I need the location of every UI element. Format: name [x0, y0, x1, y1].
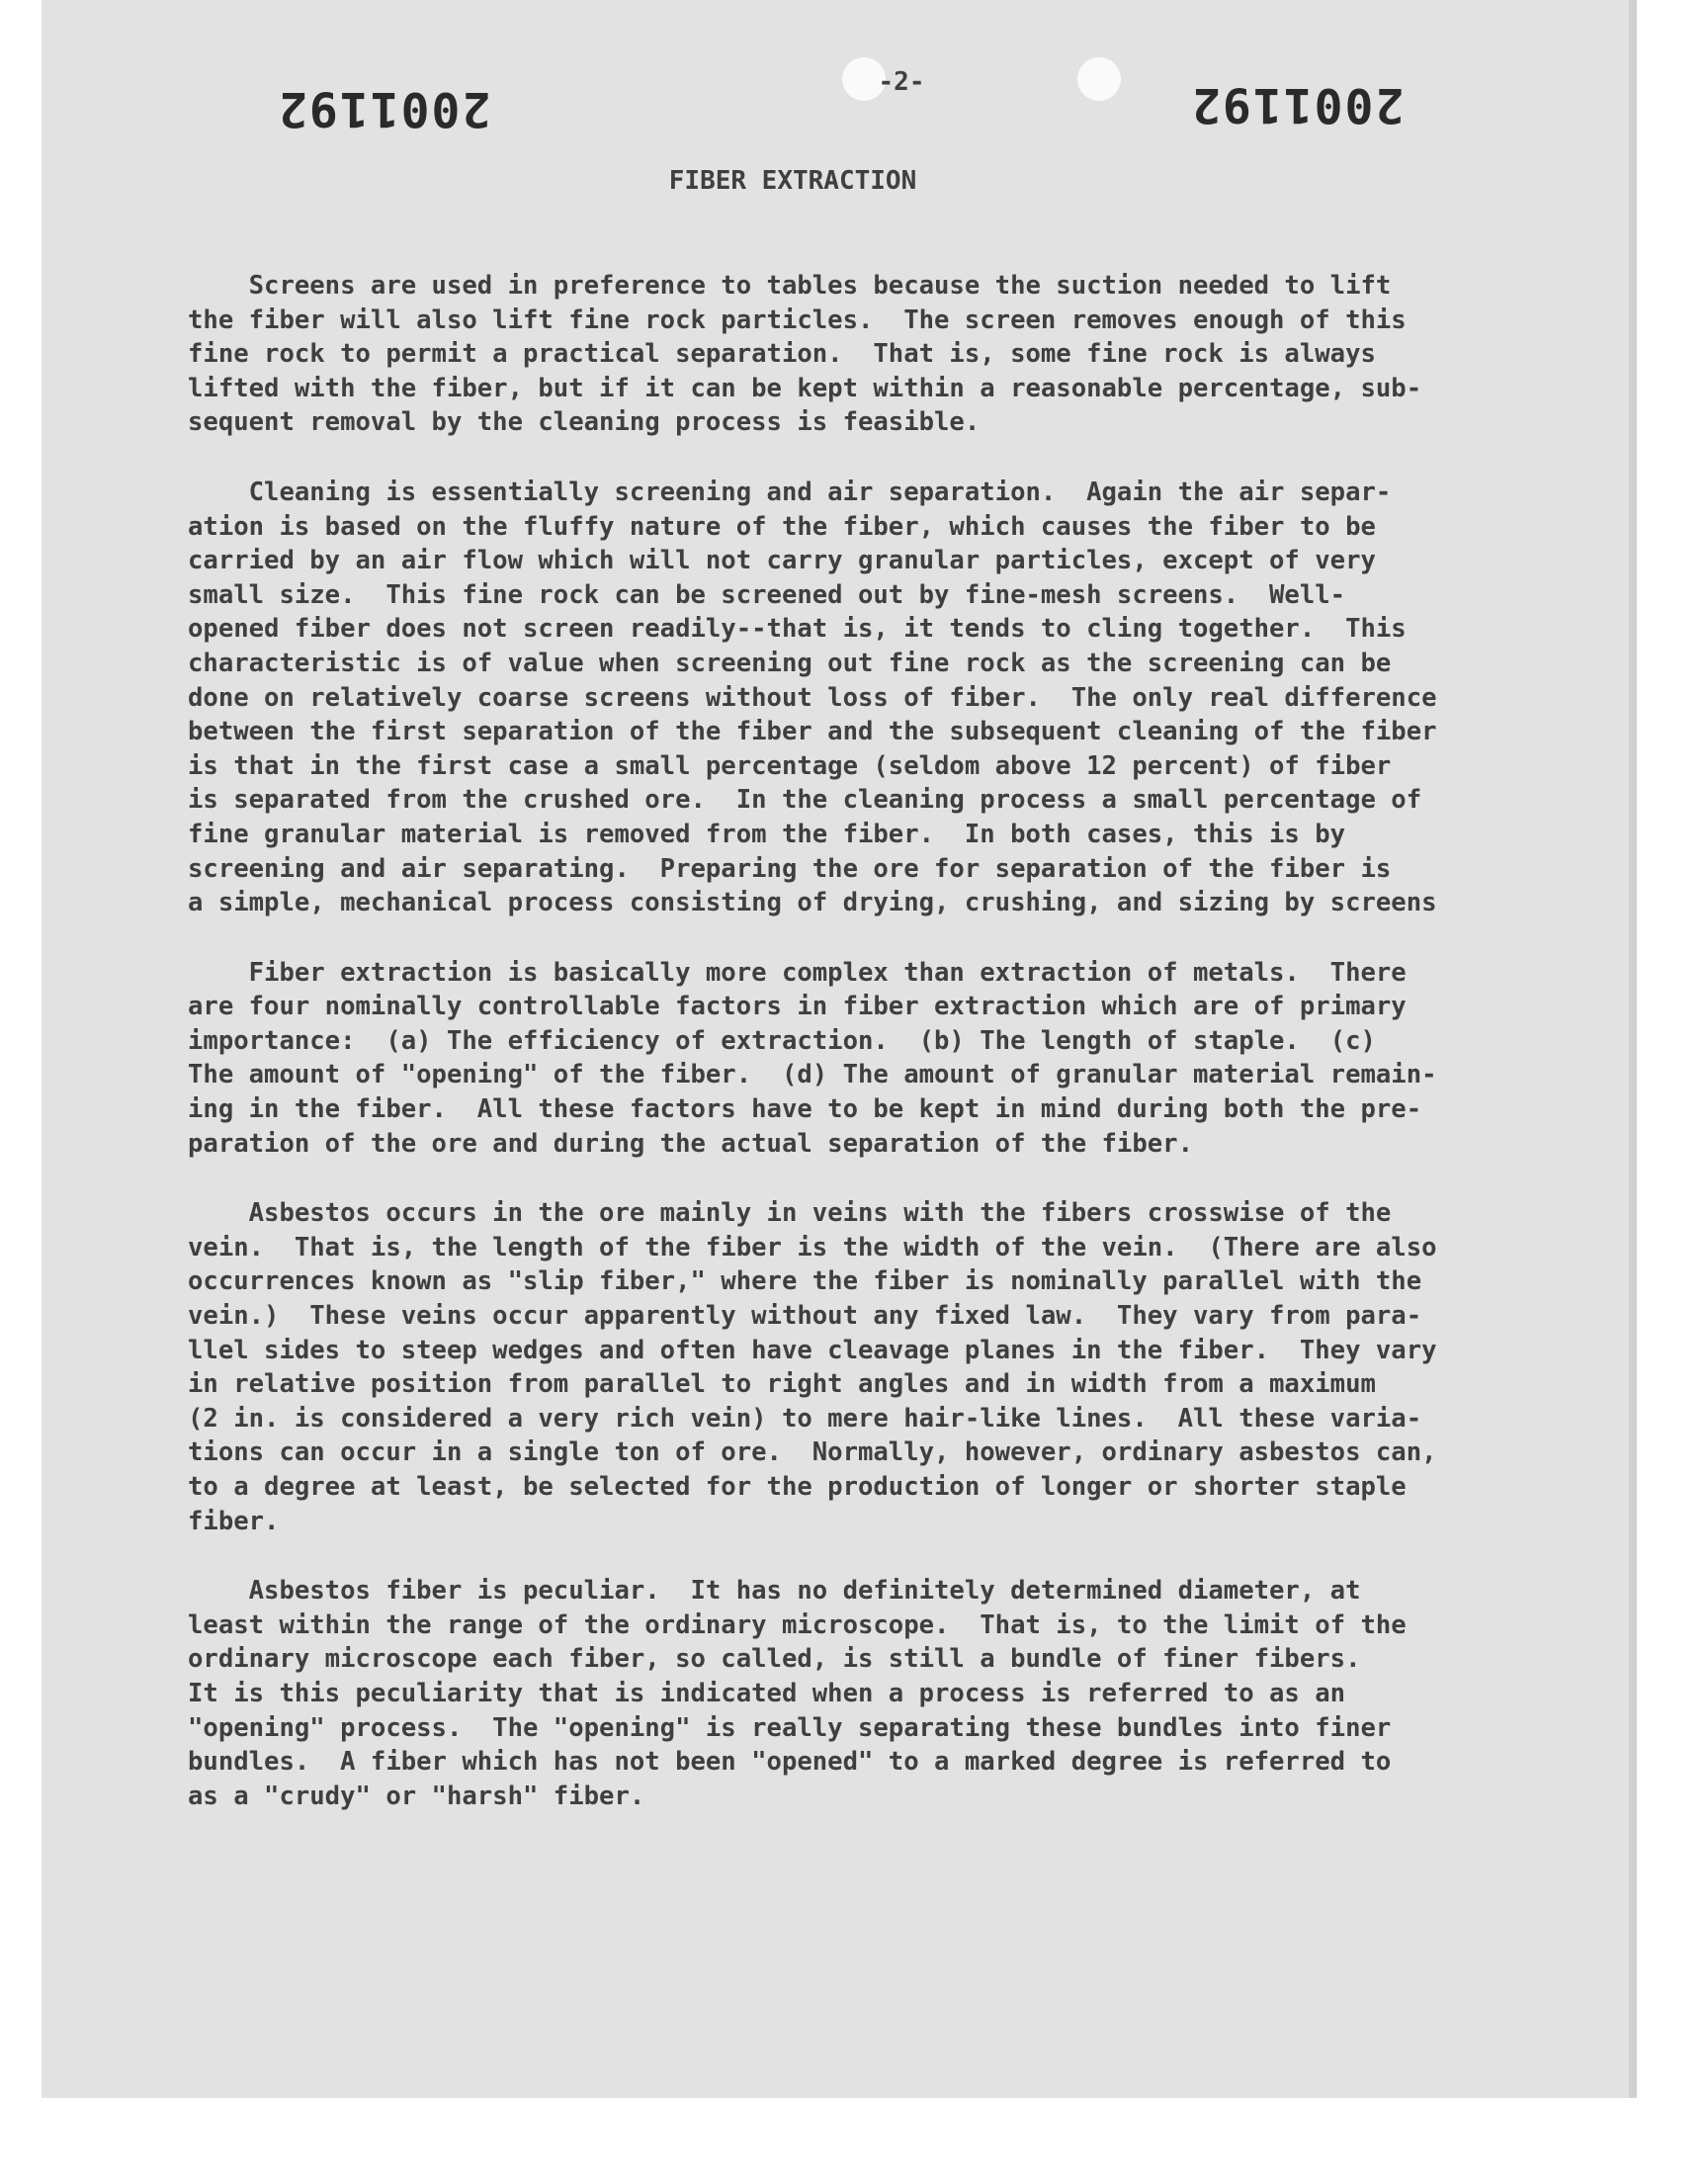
text-line: The amount of "opening" of the fiber. (d) The amount of granular material remain- [188, 1060, 1437, 1090]
text-line: a simple, mechanical process consisting of drying, crushing, and sizing by screens [188, 888, 1437, 918]
text-line: between the first separation of the fiber and the subsequent cleaning of the fiber [188, 717, 1437, 747]
paragraph-screens [188, 269, 1601, 440]
document-number-left: 2001192 [277, 81, 491, 136]
text-line: fine granular material is removed from the fiber. In both cases, this is by [188, 819, 1346, 849]
text-line: small size. This fine rock can be screened out by fine-mesh screens. Well- [188, 579, 1346, 610]
page-title: FIBER EXTRACTION [668, 166, 917, 196]
text-line: is that in the first case a small percentage (seldom above 12 percent) of fiber [188, 750, 1392, 781]
text-line: in relative position from parallel to right angles and in width from a maximum [188, 1369, 1376, 1400]
text-line: It is this peculiarity that is indicated when a process is referred to as an [188, 1678, 1346, 1708]
text-line: Asbestos occurs in the ore mainly in veins with the fibers crosswise of the [188, 1198, 1392, 1229]
text-line: llel sides to steep wedges and often have cleavage planes in the fiber. They vary [188, 1335, 1437, 1365]
text-line: importance: (a) The efficiency of extraction. (b) The length of staple. (c) [188, 1025, 1376, 1056]
text-line: lifted with the fiber, but if it can be kept within a reasonable percentage, sub- [188, 373, 1422, 403]
text-line: Fiber extraction is basically more complex than extraction of metals. There [188, 957, 1407, 988]
text-line: ation is based on the fluffy nature of the fiber, which causes the fiber to be [188, 511, 1376, 542]
text-line: Cleaning is essentially screening and air separation. Again the air separ- [188, 477, 1392, 507]
text-line: vein. That is, the length of the fiber is the width of the vein. (There are also [188, 1232, 1437, 1262]
text-line: tions can occur in a single ton of ore. Normally, however, ordinary asbestos can, [188, 1437, 1437, 1468]
text-line: vein.) These veins occur apparently without any fixed law. They vary from para- [188, 1301, 1422, 1332]
text-line: (2 in. is considered a very rich vein) to mere hair-like lines. All these varia- [188, 1403, 1422, 1434]
text-line: Screens are used in preference to tables because the suction needed to lift [188, 271, 1392, 301]
paragraph-asbestos-fiber [188, 1574, 1601, 1813]
text-line: Asbestos fiber is peculiar. It has no definitely determined diameter, at [188, 1576, 1361, 1607]
paragraph-cleaning [188, 476, 1601, 920]
paragraph-asbestos-veins [188, 1196, 1601, 1538]
text-line: ordinary microscope each fiber, so called, is still a bundle of finer fibers. [188, 1644, 1361, 1675]
page-edge-shadow [1629, 0, 1637, 2098]
text-line: screening and air separating. Preparing the ore for separation of the fiber is [188, 853, 1392, 884]
text-line: fine rock to permit a practical separation. That is, some fine rock is always [188, 339, 1376, 370]
text-line: sequent removal by the cleaning process is feasible. [188, 407, 981, 438]
text-line: opened fiber does not screen readily--that is, it tends to cling together. This [188, 614, 1407, 645]
text-line: bundles. A fiber which has not been "opened" to a marked degree is referred to [188, 1747, 1392, 1778]
text-line: least within the range of the ordinary microscope. That is, to the limit of the [188, 1610, 1407, 1640]
text-line: "opening" process. The "opening" is really separating these bundles into finer [188, 1712, 1392, 1743]
text-line: the fiber will also lift fine rock particles. The screen removes enough of this [188, 304, 1407, 335]
text-line: carried by an air flow which will not carry granular particles, except of very [188, 546, 1376, 576]
document-page [42, 0, 1629, 2098]
text-line: characteristic is of value when screening out fine rock as the screening can be [188, 648, 1392, 678]
punch-hole-right [1077, 57, 1121, 101]
text-line: occurrences known as "slip fiber," where the fiber is nominally parallel with the [188, 1266, 1422, 1297]
page-number: -2- [878, 67, 925, 97]
text-line: ing in the fiber. All these factors have to be kept in mind during both the pre- [188, 1094, 1422, 1125]
document-number-right: 2001192 [1190, 77, 1405, 132]
text-line: is separated from the crushed ore. In the cleaning process a small percentage of [188, 785, 1422, 816]
text-line: paration of the ore and during the actual separation of the fiber. [188, 1128, 1193, 1159]
text-line: to a degree at least, be selected for the production of longer or shorter staple [188, 1472, 1407, 1502]
text-line: are four nominally controllable factors in fiber extraction which are of primary [188, 992, 1407, 1022]
text-line: as a "crudy" or "harsh" fiber. [188, 1781, 645, 1811]
body-text [188, 269, 1601, 1849]
text-line: fiber. [188, 1506, 280, 1536]
paragraph-fiber-extraction [188, 956, 1601, 1162]
text-line: done on relatively coarse screens without loss of fiber. The only real difference [188, 682, 1437, 713]
